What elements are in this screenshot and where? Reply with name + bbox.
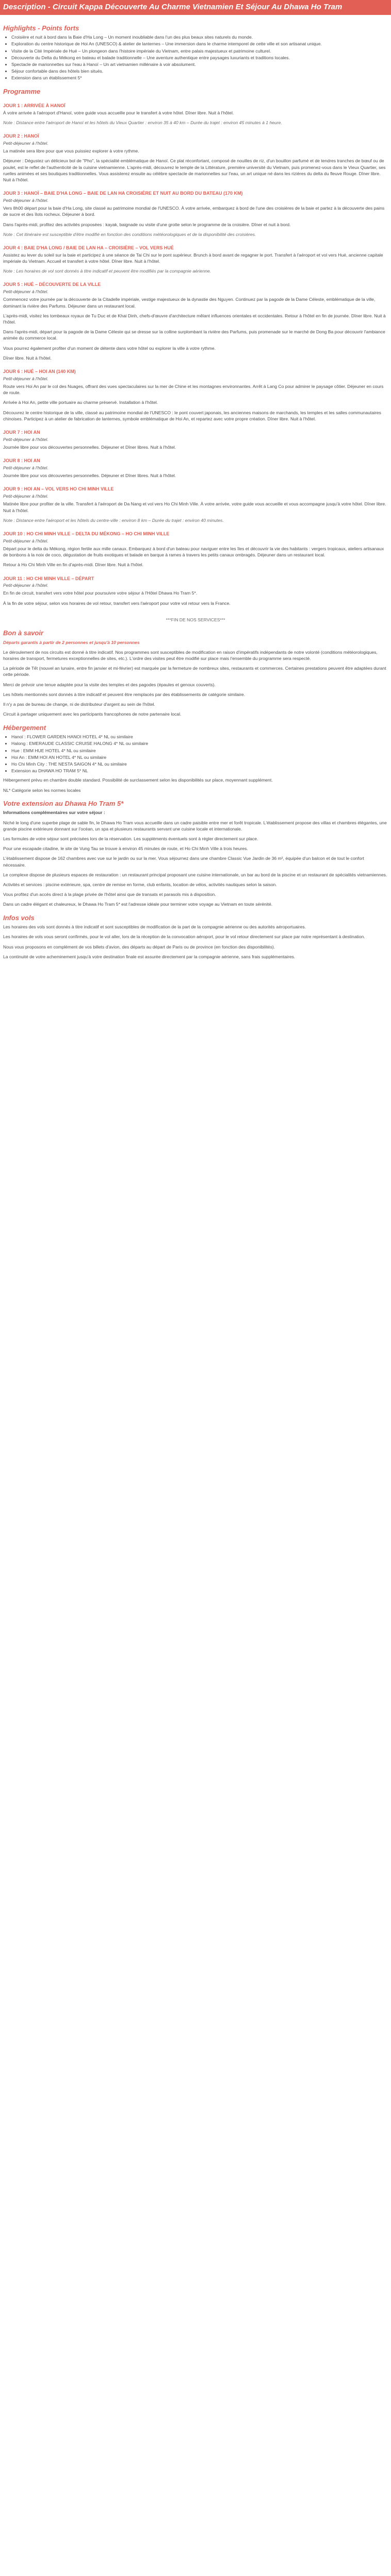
- day-paragraph: Route vers Hoi An par le col des Nuages, offrant des vues spectaculaires sur la mer de Chine et les montagnes environnantes. Arrêt à Lang Co pour admirer le paysage côtier. Déjeuner en cours de route.: [3, 383, 384, 396]
- extension-paragraph: Pour une escapade citadine, le site de Vung Tau se trouve à environ 45 minutes de route, et Ho Chi Minh Ville à trois heures.: [3, 846, 248, 852]
- day-paragraph: Arrivée à Hoi An, petite ville portuaire au charme préservé. Installation à l'hôtel.: [3, 400, 158, 405]
- extension-paragraph: Niché le long d'une superbe plage de sable fin, le Dhawa Ho Tram vous accueille dans un cadre paisible entre mer et forêt tropicale. L'établissement propose des villas et chambres élégantes, une grande piscine extérieure donnant sur l'océan, un spa et plusieurs restaurants servant une cuisine locale et internationale.: [3, 820, 387, 832]
- day-paragraph: À la fin de votre séjour, selon vos horaires de vol retour, transfert vers l'aéroport pour votre vol retour vers la France.: [3, 600, 231, 606]
- page-header: [0, 0, 391, 15]
- day-block: [3, 190, 388, 238]
- day-paragraph: Note : Cet itinéraire est susceptible d'être modifié en fonction des conditions météorologiques et de la disponibilité des croisières.: [3, 231, 256, 237]
- day-paragraph: Déjeuner : Dégustez un délicieux bol de "Pho", la spécialité emblématique de Hanoï. Ce plat réconfortant, composé de nouilles de riz, d'un bouillon parfumé et de tendres tranches de bœuf ou de poulet, est le reflet de l'authenticité de la cuisine vietnamienne. L'après-midi, découvrez le temple de la Littérature, première université du Vietnam, puis promenez-vous dans le Vieux Quartier, ses ruelles animées et ses boutiques traditionnelles. Vous assisterez ensuite au célèbre spectacle de marionnettes sur l'eau, un art unique né dans les rizières du delta du fleuve Rouge. Dîner libre. Nuit à l'hôtel.: [3, 158, 386, 183]
- highlight-item: • Exploration du centre historique de Hoi An (UNESCO) & atelier de lanternes – Une immersion dans le charme intemporel de cette ville et son artisanat unique.: [11, 41, 388, 47]
- highlights-title: Highlights - Points forts: [3, 24, 79, 32]
- good-to-know-section: [3, 629, 388, 717]
- day-title: JOUR 10 : HO CHI MINH VILLE – DELTA DU MÉKONG – HO CHI MINH VILLE: [3, 531, 170, 536]
- day-block: [3, 103, 388, 126]
- day-title: JOUR 8 : HOI AN: [3, 458, 40, 464]
- days-list: [3, 103, 388, 606]
- extension-body: [3, 820, 388, 908]
- day-title: JOUR 2 : HANOÏ: [3, 133, 39, 139]
- day-paragraph: Matinée libre pour profiter de la ville. Transfert à l'aéroport de Da Nang et vol vers Ho Chi Minh Ville. À votre arrivée, votre guide vous accueille et vous accompagne jusqu'à votre hôtel. Dîner libre. Nuit à l'hôtel.: [3, 501, 386, 513]
- hotel-item: • Hue : EMM HUE HOTEL 4* NL ou similaire: [11, 748, 388, 754]
- accommodation-notes: [3, 777, 388, 793]
- day-block: [3, 531, 388, 568]
- highlight-item: • Découverte du Delta du Mékong en bateau et balade traditionnelle – Une aventure authentique entre paysages luxuriants et traditions locales.: [11, 55, 388, 61]
- info-paragraph: Il n'y a pas de bureau de change, ni de distributeur d'argent au sein de l'hôtel.: [3, 702, 155, 707]
- accommodation-note: Hébergement prévu en chambre double standard. Possibilité de surclassement selon les disponibilités sur place, moyennant supplément.: [3, 777, 273, 783]
- day-title: JOUR 3 : HANOÏ – BAIE D'HA LONG – BAIE DE LAN HA CROISIÈRE ET NUIT AU BORD DU BATEAU (170 KM): [3, 191, 243, 196]
- hotel-item: • Extension au DHAWA HO TRAM 5* NL: [11, 768, 388, 774]
- highlight-item: • Spectacle de marionnettes sur l'eau à Hanoï – Un art vietnamien millénaire à voir absolument.: [11, 61, 388, 67]
- good-to-know-body: [3, 649, 388, 718]
- hotel-item: • Hoi An : EMM HOI AN HOTEL 4* NL ou similaire: [11, 754, 388, 760]
- day-paragraph: À votre arrivée à l'aéroport d'Hanoï, votre guide vous accueille pour le transfert à votre hôtel. Dîner libre. Nuit à l'hôtel.: [3, 110, 234, 115]
- day-paragraph: Commencez votre journée par la découverte de la Citadelle impériale, vestige majestueux de la dynastie des Nguyen. Continuez par la pagode de la Dame Céleste, emblématique de la ville, dominant la rivière des Parfums. Déjeuner dans un restaurant local.: [3, 297, 376, 309]
- day-meals: Petit-déjeuner à l'hôtel.: [3, 289, 48, 295]
- day-title: JOUR 1 : ARRIVÉE À HANOÏ: [3, 103, 66, 109]
- extension-subtitle: Informations complémentaires sur votre séjour :: [3, 810, 105, 816]
- program-title: Programme: [3, 87, 41, 95]
- end-marker: ***FIN DE NOS SERVICES***: [166, 617, 225, 622]
- extension-title: Votre extension au Dhawa Ho Tram 5*: [3, 799, 124, 807]
- day-meals: Petit-déjeuner à l'hôtel.: [3, 436, 48, 442]
- practical-title: Infos vols: [3, 913, 35, 922]
- day-title: JOUR 4 : BAIE D'HA LONG / BAIE DE LAN HA – CROISIÈRE – VOL VERS HUÉ: [3, 245, 174, 251]
- info-paragraph: Circuit à partager uniquement avec les participants francophones de notre partenaire local.: [3, 711, 182, 717]
- day-paragraph: Journée libre pour vos découvertes personnelles. Déjeuner et Dîner libres. Nuit à l'hôtel.: [3, 473, 176, 479]
- day-title: JOUR 9 : HOI AN – VOL VERS HO CHI MINH VILLE: [3, 486, 114, 492]
- highlights-list: [3, 34, 388, 81]
- good-to-know-title: Bon à savoir: [3, 629, 44, 637]
- extension-paragraph: Vous profitez d'un accès direct à la plage privée de l'hôtel ainsi que de transats et parasols mis à disposition.: [3, 892, 216, 897]
- extension-section: [3, 800, 388, 908]
- info-paragraph: Les hôtels mentionnés sont donnés à titre indicatif et peuvent être remplacés par des établissements de catégorie similaire.: [3, 691, 246, 697]
- day-meals: Petit-déjeuner à l'hôtel.: [3, 538, 48, 544]
- info-paragraph: Le déroulement de nos circuits est donné à titre indicatif. Nos programmes sont susceptibles de modification en raison d'impératifs indépendants de notre volonté (conditions météorologiques, horaires de transport, fermetures exceptionnelles de sites, etc.). L'ordre des visites peut être modifié sur place mais l'ensemble du programme sera respecté.: [3, 649, 378, 662]
- day-title: JOUR 6 : HUÉ – HOI AN (140 KM): [3, 369, 76, 375]
- day-block: [3, 457, 388, 479]
- day-paragraph: Dans l'après-midi, départ pour la pagode de la Dame Céleste qui se dresse sur la colline surplombant la rivière des Parfums, puis promenade sur le marché de Dong Ba pour découvrir l'ambiance animée du commerce local.: [3, 329, 385, 341]
- day-meals: Petit-déjeuner à l'hôtel.: [3, 141, 48, 146]
- practical-paragraph: Nous vous proposons en complément de vos billets d'avion, des départs au départ de Paris ou de province (en fonction des disponibilités).: [3, 944, 275, 950]
- good-to-know-subtitle: Départs garantis à partir de 2 personnes et jusqu'à 10 personnes: [3, 639, 140, 645]
- day-meals: Petit-déjeuner à l'hôtel.: [3, 494, 48, 499]
- program-section: [3, 88, 388, 606]
- day-paragraph: Journée libre pour vos découvertes personnelles. Déjeuner et Dîner libres. Nuit à l'hôtel.: [3, 444, 176, 450]
- highlight-item: • Séjour confortable dans des hôtels bien situés.: [11, 68, 388, 74]
- day-meals: Petit-déjeuner à l'hôtel.: [3, 198, 48, 204]
- accommodation-section: [3, 724, 388, 793]
- hotel-item: • Ho Chi Minh City : THE NESTA SAIGON 4* NL ou similaire: [11, 761, 388, 767]
- info-paragraph: Merci de prévoir une tenue adaptée pour la visite des temples et des pagodes (épaules et genoux couverts).: [3, 682, 216, 687]
- day-block: [3, 486, 388, 523]
- day-paragraph: Dans l'après-midi, profitez des activités proposées : kayak, baignade ou visite d'une grotte selon le programme de la croisière. Dîner et nuit à bord.: [3, 222, 291, 227]
- practical-paragraph: Les horaires de vols vous seront confirmés, pour le vol aller, lors de la réception de la convocation aéroport, pour le vol retour directement sur place par notre représentant à destination.: [3, 934, 365, 940]
- day-paragraph: Vous pourrez également profiter d'un moment de détente dans votre hôtel ou explorer la ville à votre rythme.: [3, 345, 216, 351]
- extension-paragraph: Le complexe dispose de plusieurs espaces de restauration : un restaurant principal proposant une cuisine internationale, un bar au bord de la piscine et un restaurant de spécialités vietnamiennes.: [3, 872, 387, 877]
- extension-paragraph: Dans un cadre élégant et chaleureux, le Dhawa Ho Tram 5* est l'adresse idéale pour terminer votre voyage au Vietnam en toute sérénité.: [3, 902, 273, 907]
- practical-section: [3, 914, 388, 960]
- practical-body: [3, 924, 388, 960]
- info-paragraph: La période de Tết (nouvel an lunaire, entre fin janvier et mi-février) est marquée par la fermeture de nombreux sites, restaurants et commerces. Certaines prestations peuvent être adaptées durant cette période.: [3, 666, 386, 677]
- day-paragraph: Retour à Ho Chi Minh Ville en fin d'après-midi. Dîner libre. Nuit à l'hôtel.: [3, 562, 144, 568]
- day-paragraph: Note : Distance entre l'aéroport de Hanoï et les hôtels du Vieux Quartier : environ 35 à 40 km – Durée du trajet : environ 45 minutes à 1 heure.: [3, 120, 282, 126]
- day-title: JOUR 7 : HOI AN: [3, 430, 40, 435]
- accommodation-title: Hébergement: [3, 723, 46, 732]
- extension-paragraph: Activités et services : piscine extérieure, spa, centre de remise en forme, club enfants, location de vélos, activités nautiques selon la saison.: [3, 882, 277, 887]
- extension-paragraph: L'établissement dispose de 162 chambres avec vue sur le jardin ou sur la mer. Vous séjournez dans une chambre Classic Vue Jardin de 36 m², équipée d'un balcon et de tout le confort nécessaire.: [3, 856, 364, 868]
- day-block: [3, 429, 388, 450]
- day-paragraph: Note : Distance entre l'aéroport et les hôtels du centre-ville : environ 8 km – Durée du trajet : environ 40 minutes.: [3, 517, 224, 523]
- day-paragraph: Départ pour le delta du Mékong, région fertile aux mille canaux. Embarquez à bord d'un bateau pour naviguer entre les îles et découvrir la vie des habitants : vergers tropicaux, ateliers artisanaux de bonbons à la noix de coco, dégustation de fruits exotiques et balade en barque à rames à travers les petits canaux ombragés. Déjeuner dans un restaurant local.: [3, 546, 384, 558]
- page-title: Description - Circuit Kappa Découverte Au Charme Vietnamien Et Séjour Au Dhawa Ho Tram: [3, 3, 343, 11]
- day-block: [3, 133, 388, 183]
- day-paragraph: Assistez au lever du soleil sur la baie et participez à une séance de Tai Chi sur le pont supérieur. Brunch à bord avant de regagner le port. Transfert à l'aéroport et vol vers Hué, ancienne capitale impériale du Vietnam. Accueil et transfert à votre hôtel. Dîner libre. Nuit à l'hôtel.: [3, 252, 383, 264]
- day-block: [3, 281, 388, 361]
- page-content: [0, 15, 391, 974]
- day-paragraph: L'après-midi, visitez les tombeaux royaux de Tu Duc et de Khai Dinh, chefs-d'œuvre d'architecture mêlant influences orientales et occidentales. Retour à l'hôtel en fin de journée. Dîner libre. Nuit à l'hôtel.: [3, 313, 386, 325]
- accommodation-note: NL* Catégorie selon les normes locales: [3, 787, 81, 793]
- day-paragraph: Vers 8h00 départ pour la baie d'Ha Long, site classé au patrimoine mondial de l'UNESCO. À votre arrivée, embarquez à bord de l'une des croisières de la baie et partez à la découverte des pains de sucre et des îlots rocheux. Déjeuner à bord.: [3, 206, 385, 217]
- hotel-item: • Hanoï : FLOWER GARDEN HANOI HOTEL 4* NL ou similaire: [11, 734, 388, 740]
- highlight-item: • Extension dans un établissement 5*: [11, 75, 388, 81]
- extension-paragraph: Les formules de votre séjour sont précisées lors de la réservation. Les suppléments éventuels sont à régler directement sur place.: [3, 836, 258, 841]
- day-meals: Petit-déjeuner à l'hôtel.: [3, 376, 48, 381]
- day-meals: Petit-déjeuner à l'hôtel.: [3, 465, 48, 470]
- day-title: JOUR 5 : HUÉ – DÉCOUVERTE DE LA VILLE: [3, 282, 101, 287]
- day-paragraph: La matinée sera libre pour que vous puissiez explorer à votre rythme.: [3, 148, 139, 154]
- accommodation-list: [3, 734, 388, 774]
- day-paragraph: Dîner libre. Nuit à l'hôtel.: [3, 355, 52, 361]
- highlight-item: • Croisière et nuit à bord dans la Baie d'Ha Long – Un moment inoubliable dans l'un des plus beaux sites naturels du monde.: [11, 34, 388, 40]
- practical-paragraph: La continuité de votre acheminement jusqu'à votre destination finale est assurée directement par la compagnie aérienne, sans frais supplémentaires.: [3, 954, 296, 959]
- day-meals: Petit-déjeuner à l'hôtel.: [3, 583, 48, 588]
- highlight-item: • Visite de la Cité Impériale de Hué – Un plongeon dans l'histoire impériale du Vietnam, entre palais majestueux et patrimoine culturel.: [11, 48, 388, 54]
- day-block: [3, 245, 388, 274]
- day-paragraph: En fin de circuit, transfert vers votre hôtel pour poursuivre votre séjour à l'Hôtel Dhawa Ho Tram 5*.: [3, 590, 198, 596]
- day-paragraph: Découvrez le centre historique de la ville, classé au patrimoine mondial de l'UNESCO : le pont couvert japonais, les anciennes maisons de marchands, les temples et les salles communautaires chinoises. Participez à un atelier de fabrication de lanternes, symbole emblématique de Hoi An, et repartez avec votre propre création. Dîner libre. Nuit à l'hôtel.: [3, 410, 381, 421]
- practical-paragraph: Les horaires des vols sont donnés à titre indicatif et sont susceptibles de modification de la part de la compagnie aérienne ou des autorités aéroportuaires.: [3, 924, 306, 930]
- day-title: JOUR 11 : HO CHI MINH VILLE – DÉPART: [3, 575, 94, 581]
- day-paragraph: Note : Les horaires de vol sont donnés à titre indicatif et peuvent être modifiés par la compagnie aérienne.: [3, 268, 211, 274]
- hotel-item: • Halong : EMERAUDE CLASSIC CRUISE HALONG 4* NL ou similaire: [11, 740, 388, 747]
- highlights-section: [3, 24, 388, 81]
- day-block: [3, 575, 388, 606]
- day-block: [3, 368, 388, 422]
